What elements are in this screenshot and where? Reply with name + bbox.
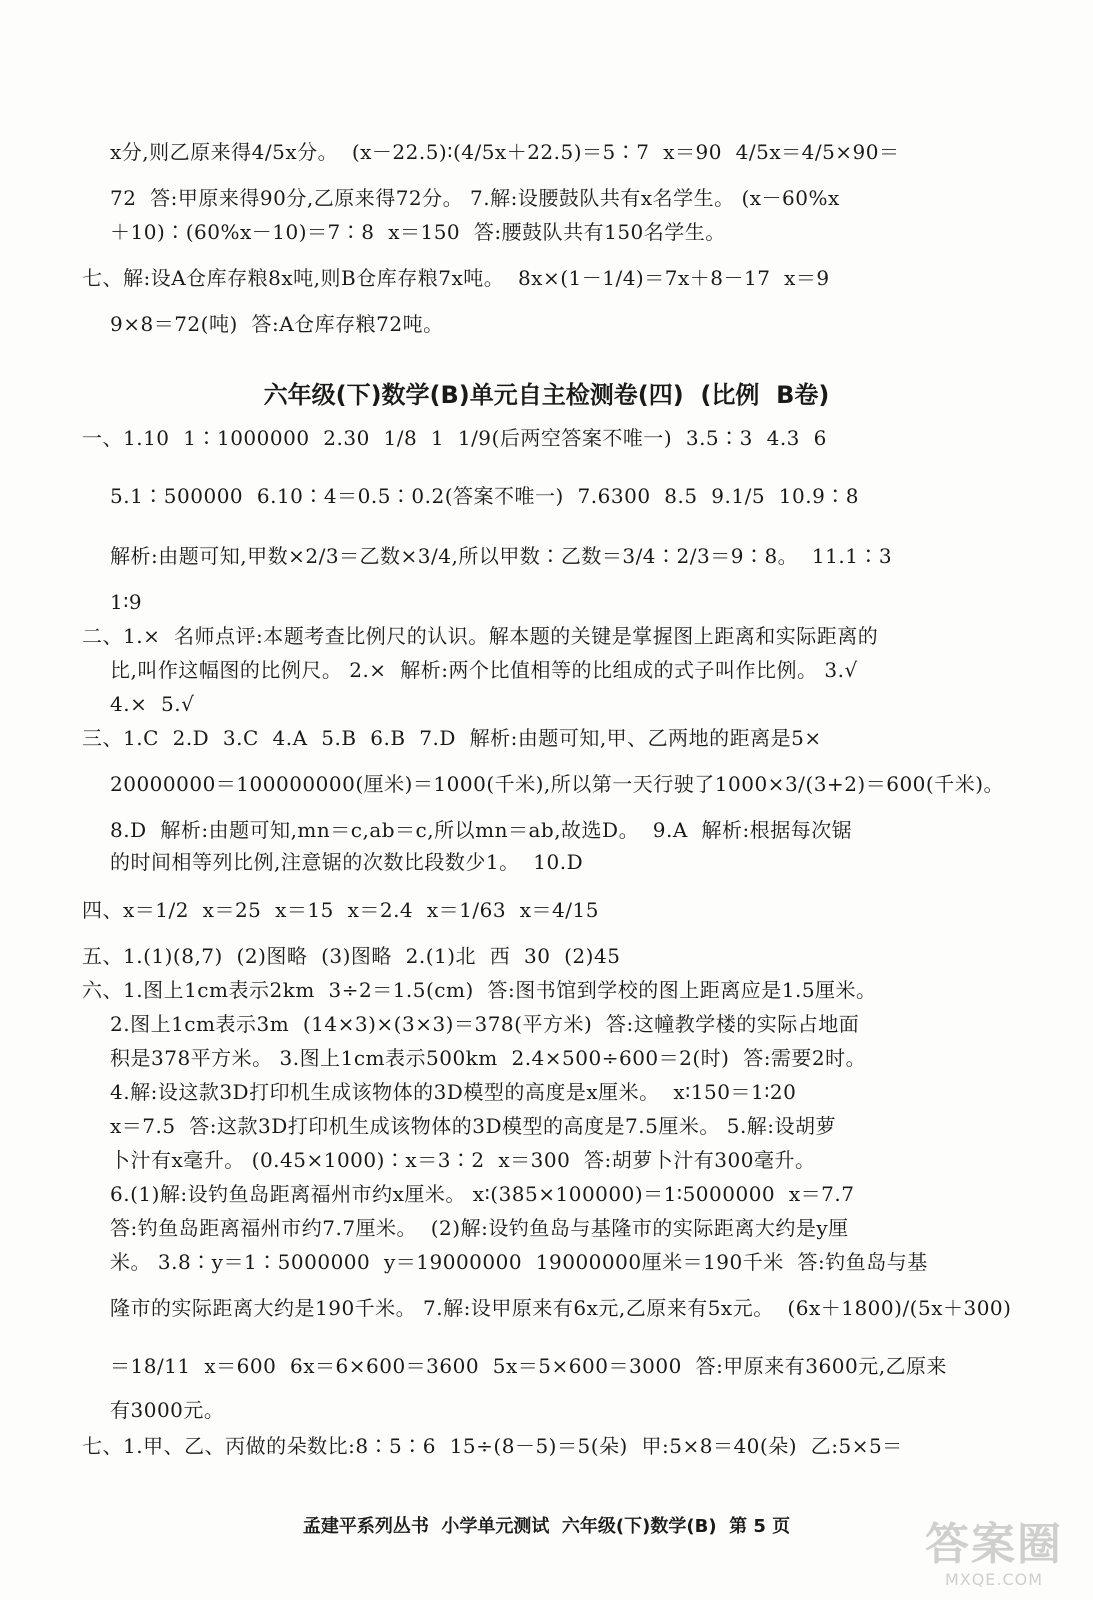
answer-line: 比,叫作这幅图的比例尺。 2.× 解析:两个比值相等的比组成的式子叫作比例。 3.√ xyxy=(110,658,858,682)
answer-line: 1∶9 xyxy=(110,590,143,614)
answer-line: 隆市的实际距离大约是190千米。 7.解:设甲原来有6x元,乙原来有5x元。 (6x＋1800)/(5x＋300) xyxy=(110,1296,1012,1320)
answer-line: 四、x＝1/2 x＝25 x＝15 x＝2.4 x＝1/63 x＝4/15 xyxy=(82,898,599,922)
answer-line: 六、1.图上1cm表示2km 3÷2＝1.5(cm) 答:图书馆到学校的图上距离应是1.5厘米。 xyxy=(82,978,877,1002)
answer-line: ＋10)∶(60%x－10)＝7∶8 x＝150 答:腰鼓队共有150名学生。 xyxy=(110,220,726,244)
answer-line: 一、1.10 1∶1000000 2.30 1/8 1 1/9(后两空答案不唯一) 3.5∶3 4.3 6 xyxy=(82,426,827,450)
answer-line: 答:钓鱼岛距离福州市约7.7厘米。 (2)解:设钓鱼岛与基隆市的实际距离大约是y厘 xyxy=(110,1216,849,1240)
answer-line: 二、1.× 名师点评:本题考查比例尺的认识。解本题的关键是掌握图上距离和实际距离的 xyxy=(82,624,879,648)
answer-line: 2.图上1cm表示3m (14×3)×(3×3)＝378(平方米) 答:这幢教学楼的实际占地面 xyxy=(110,1012,860,1036)
section-title: 六年级(下)数学(B)单元自主检测卷(四) (比例 B卷) xyxy=(263,381,830,409)
answer-line: 解析:由题可知,甲数×2/3＝乙数×3/4,所以甲数∶乙数＝3/4∶2/3＝9∶8。 11.1∶3 xyxy=(110,544,893,568)
answer-line: ＝18/11 x＝600 6x＝6×600＝3600 5x＝5×600＝3000 答:甲原来有3600元,乙原来 xyxy=(110,1354,948,1378)
answer-line: 20000000＝100000000(厘米)＝1000(千米),所以第一天行驶了1000×3/(3+2)＝600(千米)。 xyxy=(110,772,1004,796)
page-footer: 孟建平系列丛书 小学单元测试 六年级(下)数学(B) 第 5 页 xyxy=(302,1516,791,1537)
answer-line: 三、1.C 2.D 3.C 4.A 5.B 6.B 7.D 解析:由题可知,甲、乙两地的距离是5× xyxy=(82,726,822,750)
answer-line: 5.1∶500000 6.10∶4＝0.5∶0.2(答案不唯一) 7.6300 8.5 9.1/5 10.9∶8 xyxy=(110,484,860,508)
answer-line: 9×8＝72(吨) 答:A仓库存粮72吨。 xyxy=(110,312,444,336)
answer-line: 4.解:设这款3D打印机生成该物体的3D模型的高度是x厘米。 x∶150＝1∶20 xyxy=(110,1080,797,1104)
answer-line: x分,则乙原来得4/5x分。 (x－22.5)∶(4/5x＋22.5)＝5∶7 x＝90 4/5x＝4/5×90＝ xyxy=(110,140,900,164)
answer-line: 4.× 5.√ xyxy=(110,692,195,716)
watermark xyxy=(919,1520,1069,1594)
answer-line: 8.D 解析:由题可知,mn＝c,ab＝c,所以mn＝ab,故选D。 9.A 解析:根据每次锯 xyxy=(110,818,853,842)
answer-line: 卜汁有x毫升。 (0.45×1000)∶x＝3∶2 x＝300 答:胡萝卜汁有300毫升。 xyxy=(110,1148,816,1172)
answer-line: 米。 3.8∶y＝1∶5000000 y＝19000000 19000000厘米＝190千米 答:钓鱼岛与基 xyxy=(110,1250,928,1274)
watermark-url: MXQE.COM xyxy=(944,1570,1044,1589)
answer-line: 72 答:甲原来得90分,乙原来得72分。 7.解:设腰鼓队共有x名学生。 (x－60%x xyxy=(110,186,840,210)
answer-line: 积是378平方米。 3.图上1cm表示500km 2.4×500÷600＝2(时) 答:需要2时。 xyxy=(110,1046,867,1070)
answer-line: 有3000元。 xyxy=(110,1398,225,1422)
answer-line: 五、1.(1)(8,7) (2)图略 (3)图略 2.(1)北 西 30 (2)45 xyxy=(82,944,621,968)
answer-line: 七、解:设A仓库存粮8x吨,则B仓库存粮7x吨。 8x×(1－1/4)＝7x＋8－17 x＝9 xyxy=(82,266,830,290)
answer-line: 6.(1)解:设钓鱼岛距离福州市约x厘米。 x∶(385×100000)＝1∶5000000 x＝7.7 xyxy=(110,1182,855,1206)
answer-line: 的时间相等列比例,注意锯的次数比段数少1。 10.D xyxy=(110,850,584,874)
answer-line: x＝7.5 答:这款3D打印机生成该物体的3D模型的高度是7.5厘米。 5.解:设胡萝 xyxy=(110,1114,837,1138)
answer-line: 七、1.甲、乙、丙做的朵数比:8∶5∶6 15÷(8－5)＝5(朵) 甲:5×8＝40(朵) 乙:5×5＝ xyxy=(82,1434,903,1458)
watermark-text: 答案圈 xyxy=(925,1519,1063,1570)
